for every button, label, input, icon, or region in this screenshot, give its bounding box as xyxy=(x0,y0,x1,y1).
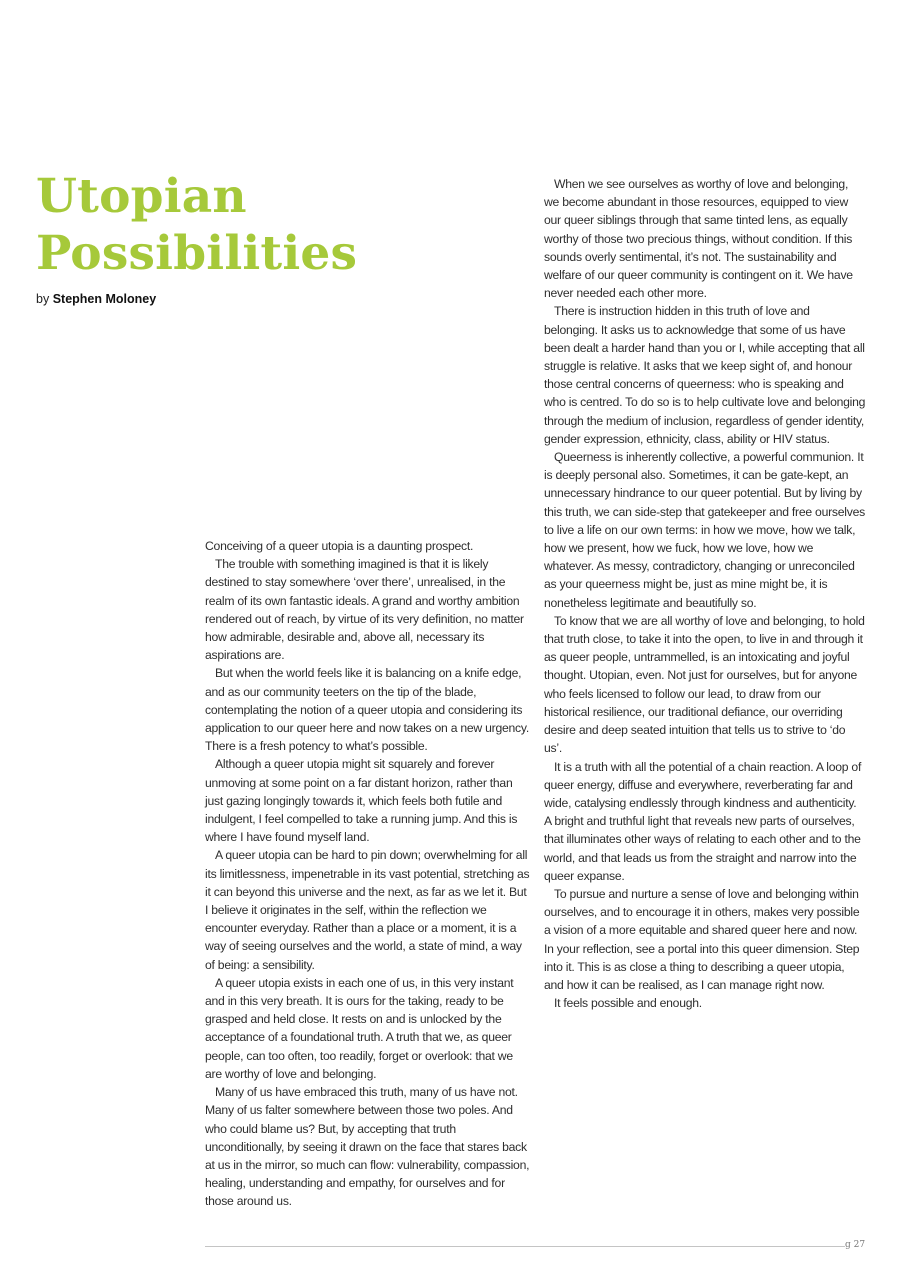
body-column-right xyxy=(544,175,866,1012)
paragraph: Conceiving of a queer utopia is a daunting prospect. xyxy=(205,539,474,553)
paragraph: A queer utopia exists in each one of us, in this very instant and in this very breath. It is ours for the taking, ready to be grasped and held close. It rests on and is unlocked by the acceptance of a foundational truth. A truth that we, as queer people, can too often, too readily, forget or overlook: that we are worthy of love and belonging. xyxy=(205,975,514,1081)
paragraph: Queerness is inherently collective, a powerful communion. It is deeply personal also. Sometimes, it can be gate-kept, an unnecessary hindrance to our queer potential. But by living by this truth, we can side-step that gatekeeper and free ourselves to live a life on our own terms: in how we move, how we talk, how we present, how we fuck, how we love, how we whatever. As messy, contradictory, changing or unreconciled as your queerness might be, just as mine might be, it is nonetheless legitimate and beautifully so. xyxy=(544,450,865,610)
paragraph: A queer utopia can be hard to pin down; overwhelming for all its limitlessness, impenetrable in its vast potential, stretching as it can beyond this universe and the next, as far as we let it. But I believe it originates in the self, within the reflection we encounter everyday. Rather than a place or a moment, it is a way of seeing ourselves and the world, a state of mind, a way of being: a sensibility. xyxy=(205,848,530,972)
page-number: g 27 xyxy=(845,1240,866,1250)
paragraph: To know that we are all worthy of love and belonging, to hold that truth close, to take it into the open, to live in and through it as queer people, untrammelled, is an intoxicating and joyful thought. Utopian, even. Not just for ourselves, but for anyone who feels licensed to follow our lead, to draw from our historical resilience, our traditional defiance, our overriding desire and deep seated intuition that tells us to strive to ‘do us’. xyxy=(544,613,865,756)
paragraph: The trouble with something imagined is that it is likely destined to stay somewhere ‘over there’, unrealised, in the realm of its own fantastic ideals. A grand and worthy ambition rendered out of reach, by virtue of its very definition, no matter how admirable, desirable and, above all, necessary its aspirations are. xyxy=(205,557,524,663)
paragraph: When we see ourselves as worthy of love and belonging, we become abundant in those resources, equipped to view our queer siblings through that same tinted lens, as equally worthy of those two precious things, without condition. If this sounds overly sentimental, it’s not. The sustainability and welfare of our queer community is contingent on it. We have never needed each other more. xyxy=(544,177,853,301)
paragraph: But when the world feels like it is balancing on a knife edge, and as our community teeters on the tip of the blade, contemplating the notion of a queer utopia and considering its application to our queer here and now takes on a new urgency. There is a fresh potency to what’s possible. xyxy=(205,666,529,754)
paragraph: To pursue and nurture a sense of love and belonging within ourselves, and to encourage it in others, makes very possible a vision of a more equitable and shared queer here and now. In your reflection, see a portal into this queer dimension. Step into it. This is as close a thing to describing a queer utopia, and how it can be realised, as I can manage right now. xyxy=(544,886,860,992)
body-column-left xyxy=(205,537,531,1211)
paragraph: It feels possible and enough. xyxy=(554,996,702,1011)
byline-prefix: by xyxy=(36,292,50,306)
article-title xyxy=(36,168,357,282)
title-line-1: Utopian xyxy=(36,169,247,224)
author-name: Stephen Moloney xyxy=(52,292,157,306)
paragraph: Many of us have embraced this truth, many of us have not. Many of us falter somewhere between those two poles. And who could blame us? But, by accepting that truth unconditionally, by seeing it drawn on the face that stares back at us in the mirror, so much can flow: vulnerability, compassion, healing, understanding and empathy, for ourselves and for those around us. xyxy=(205,1085,530,1209)
paragraph: Although a queer utopia might sit squarely and forever unmoving at some point on a far distant horizon, rather than just gazing longingly towards it, which feels both futile and indulgent, I feel compelled to take a running jump. And this is where I have found myself land. xyxy=(205,757,518,845)
paragraph: It is a truth with all the potential of a chain reaction. A loop of queer energy, diffuse and everywhere, reverberating far and wide, catalysing endlessly through kindness and authenticity. A bright and truthful light that reveals new parts of ourselves, that illuminates other ways of relating to each other and to the world, and that leads us from the straight and narrow into the queer expanse. xyxy=(544,759,862,883)
paragraph: There is instruction hidden in this truth of love and belonging. It asks us to acknowledge that some of us have been dealt a harder hand than you or I, while accepting that all struggle is relative. It asks that we keep sight of, and honour those central concerns of queerness: who is speaking and who is centred. To do so is to help cultivate love and belonging through the medium of inclusion, regardless of gender identity, gender expression, ethnicity, class, ability or HIV status. xyxy=(544,304,866,446)
byline xyxy=(36,292,156,306)
footer-divider xyxy=(205,1246,845,1247)
title-line-2: Possibilities xyxy=(36,226,358,281)
